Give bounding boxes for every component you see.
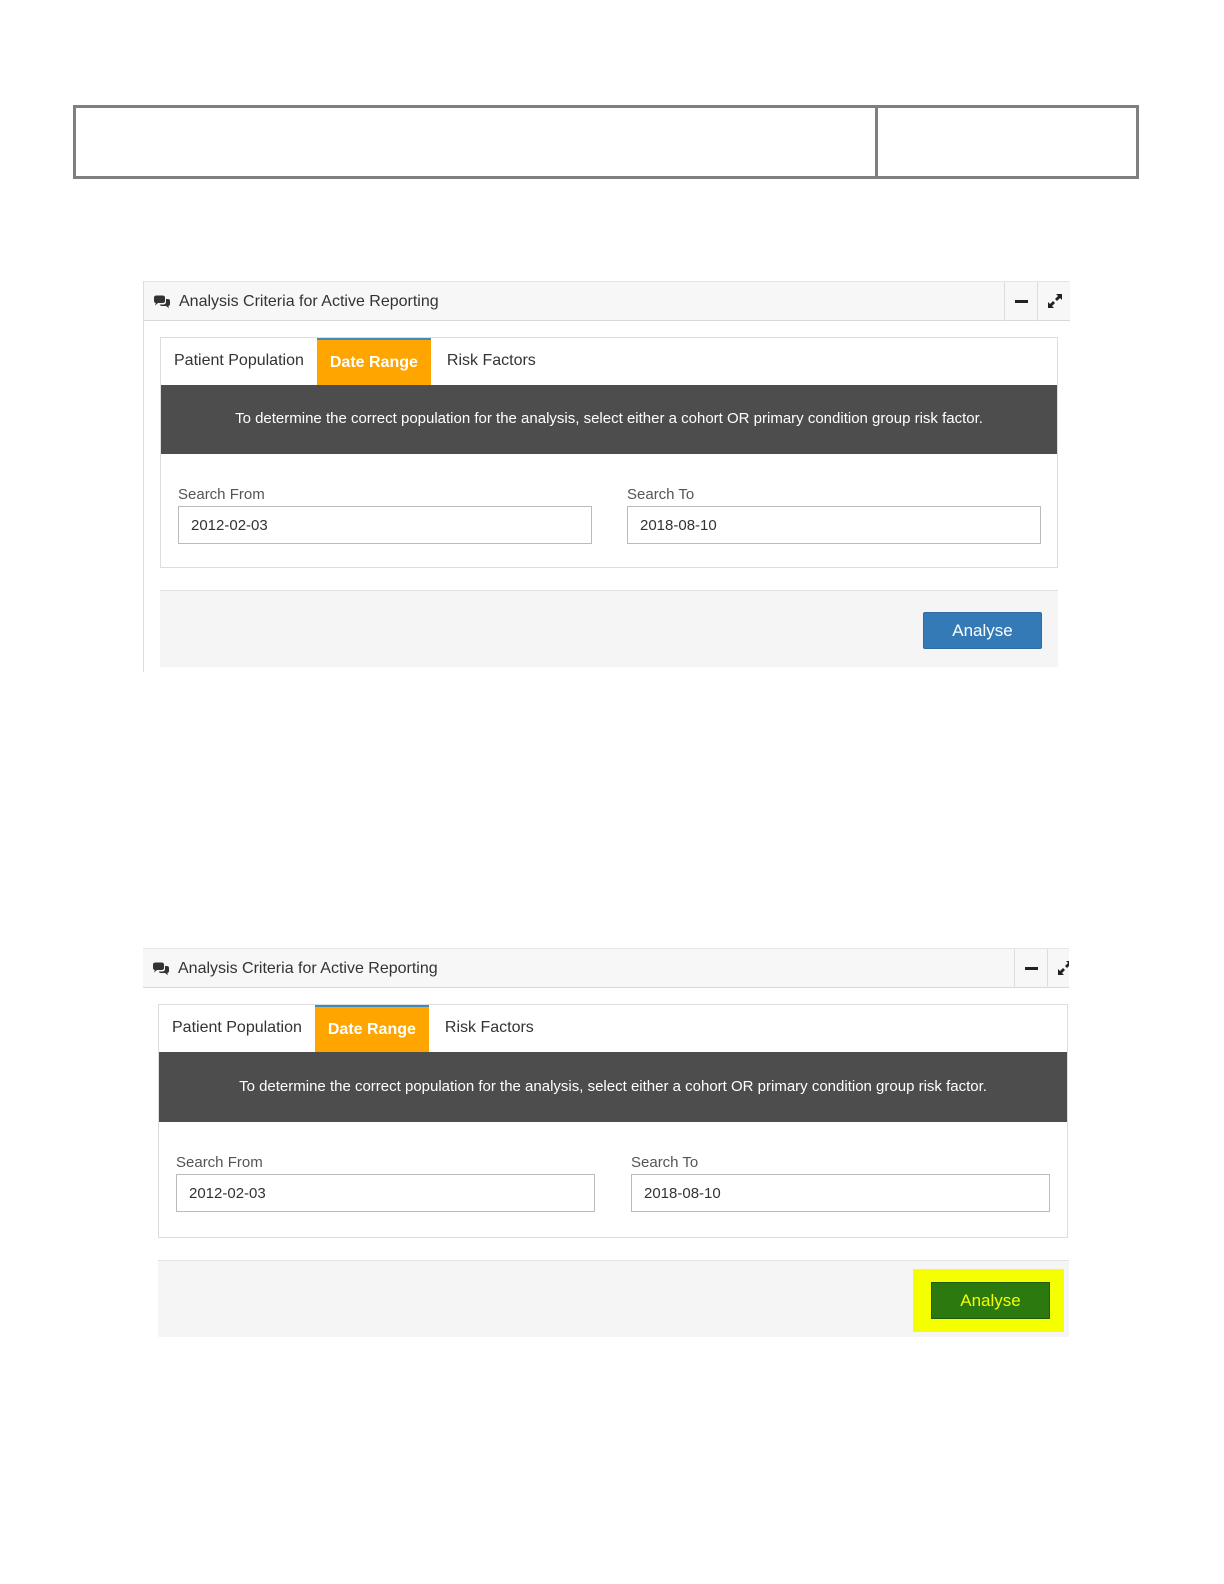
tab-date-range[interactable]: Date Range	[317, 338, 431, 385]
expand-button[interactable]	[1047, 949, 1069, 988]
tab-risk-factors[interactable]: Risk Factors	[446, 352, 536, 369]
expand-icon	[1047, 293, 1063, 309]
minimize-button[interactable]	[1014, 949, 1047, 988]
comments-icon	[153, 295, 171, 309]
header-cell-right	[878, 108, 1136, 176]
search-to-label: Search To	[627, 486, 695, 503]
tab-container	[158, 1004, 1068, 1238]
tab-risk-factors[interactable]: Risk Factors	[444, 1019, 534, 1036]
panel-title: Analysis Criteria for Active Reporting	[179, 293, 439, 310]
analysis-criteria-panel-before	[143, 281, 1070, 672]
tab-patient-population[interactable]: Patient Population	[172, 1019, 302, 1036]
search-to-label: Search To	[631, 1154, 699, 1171]
analyse-button[interactable]: Analyse	[923, 612, 1042, 649]
panel-title: Analysis Criteria for Active Reporting	[178, 960, 438, 977]
tab-bar	[159, 1005, 547, 1052]
comments-icon	[152, 962, 170, 976]
tab-date-range[interactable]: Date Range	[315, 1005, 429, 1052]
panel-footer	[160, 590, 1058, 667]
panel-header	[143, 948, 1069, 988]
info-banner: To determine the correct population for the analysis, select either a cohort OR primary condition group risk factor.	[159, 1052, 1067, 1122]
minus-icon	[1025, 967, 1038, 970]
search-to-input[interactable]	[631, 1174, 1050, 1212]
analyse-button[interactable]: Analyse	[931, 1282, 1050, 1319]
panel-header	[144, 281, 1070, 321]
analysis-criteria-panel-highlighted	[143, 948, 1069, 1340]
panel-footer	[158, 1260, 1069, 1337]
search-from-input[interactable]	[178, 506, 592, 544]
minimize-button[interactable]	[1004, 282, 1037, 321]
header-table	[73, 105, 1139, 179]
search-from-input[interactable]	[176, 1174, 595, 1212]
tab-container	[160, 337, 1058, 568]
info-banner: To determine the correct population for the analysis, select either a cohort OR primary condition group risk factor.	[161, 385, 1057, 454]
search-from-label: Search From	[176, 1154, 263, 1171]
search-to-input[interactable]	[627, 506, 1041, 544]
tab-patient-population[interactable]: Patient Population	[174, 352, 304, 369]
expand-button[interactable]	[1037, 282, 1070, 321]
search-from-label: Search From	[178, 486, 265, 503]
tab-bar	[161, 338, 549, 385]
minus-icon	[1015, 300, 1028, 303]
highlight-box	[913, 1269, 1064, 1332]
header-cell-left	[76, 108, 878, 176]
expand-icon	[1057, 960, 1069, 976]
